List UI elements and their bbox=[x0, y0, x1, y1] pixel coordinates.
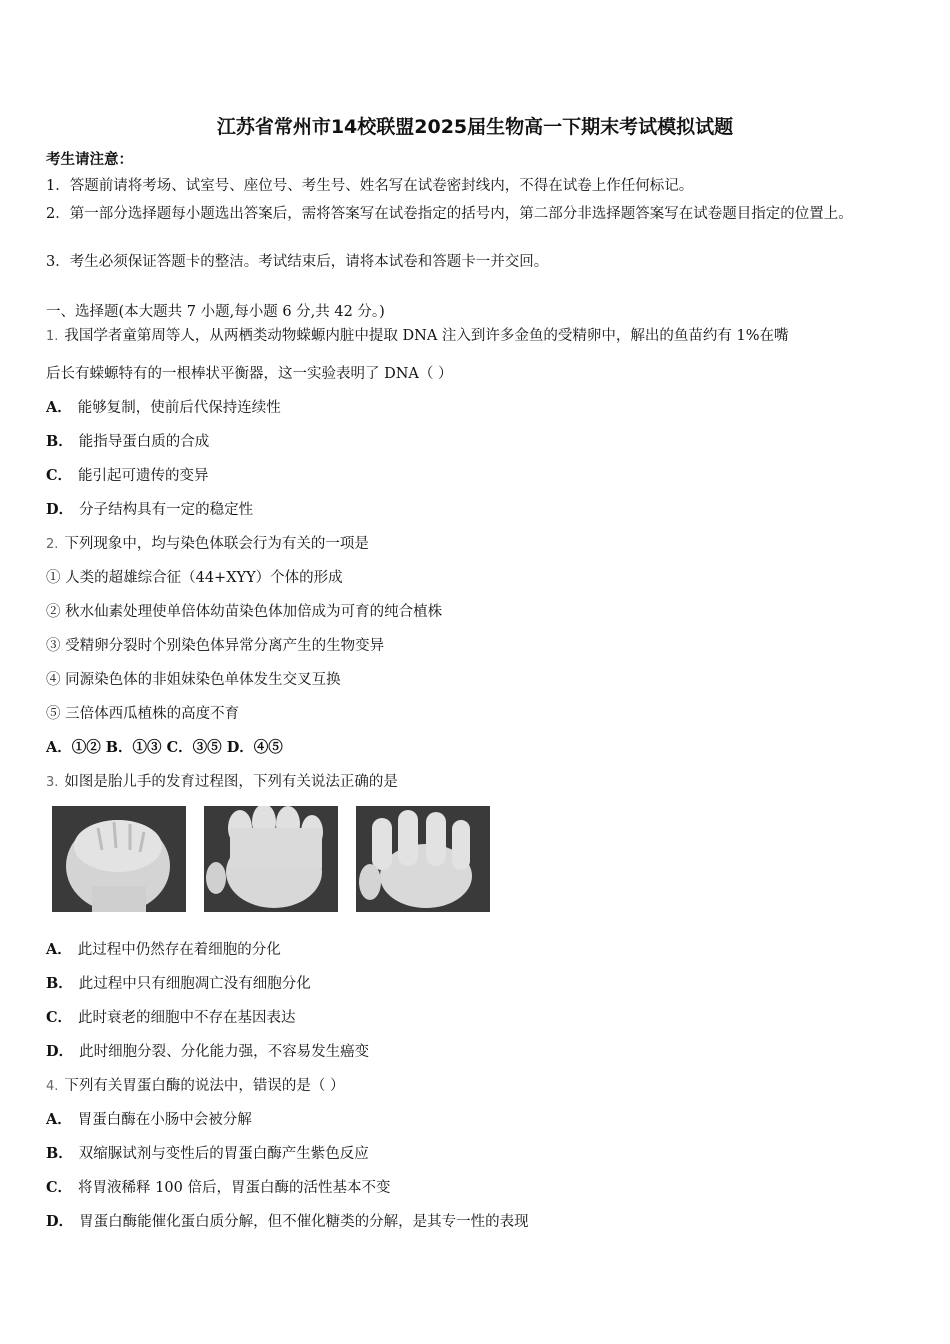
question-number: 2. bbox=[46, 537, 59, 552]
question-2-stem bbox=[46, 534, 369, 555]
option-c bbox=[46, 1178, 390, 1198]
notice-item: 3．考生必须保证答题卡的整洁。考试结束后，请将本试卷和答题卡一并交回。 bbox=[46, 254, 549, 270]
option-label: A． bbox=[46, 1111, 72, 1128]
option-d bbox=[46, 1042, 369, 1062]
question-text: 下列现象中，均与染色体联会行为有关的一项是 bbox=[64, 536, 369, 552]
option-label: B． bbox=[46, 433, 73, 450]
statement-item: ③ 受精卵分裂时个别染色体异常分离产生的生物变异 bbox=[46, 638, 385, 654]
option-label: C． bbox=[46, 1009, 73, 1026]
notice-heading: 考生请注意： bbox=[46, 151, 133, 168]
question-1-stem-cont: 后长有蝾螈特有的一根棒状平衡器，这一实验表明了 DNA（ ） bbox=[46, 366, 453, 382]
option-text: 胃蛋白酶在小肠中会被分解 bbox=[77, 1112, 252, 1128]
notice-item: 2．第一部分选择题每小题选出答案后，需将答案写在试卷指定的括号内，第二部分非选择题答案写在试卷题目指定的位置上。 bbox=[46, 206, 853, 222]
option-label: B． bbox=[46, 1145, 73, 1162]
option-text: 胃蛋白酶能催化蛋白质分解，但不催化糖类的分解，是其专一性的表现 bbox=[79, 1214, 529, 1230]
option-a bbox=[46, 940, 281, 960]
option-text: 分子结构具有一定的稳定性 bbox=[79, 502, 254, 518]
option-label: D． bbox=[46, 1213, 74, 1230]
question-number: 4. bbox=[46, 1079, 59, 1094]
option-c bbox=[46, 1008, 296, 1028]
option-d bbox=[46, 500, 253, 520]
answer-options-line: A．①② B．①③ C．③⑤ D．④⑤ bbox=[46, 739, 283, 756]
option-label: B． bbox=[46, 975, 73, 992]
option-label: D． bbox=[46, 501, 74, 518]
question-4-stem bbox=[46, 1076, 345, 1097]
question-text: 如图是胎儿手的发育过程图，下列有关说法正确的是 bbox=[64, 774, 398, 790]
option-a bbox=[46, 398, 281, 418]
section-heading: 一、选择题(本大题共 7 小题,每小题 6 分,共 42 分。) bbox=[46, 304, 385, 320]
option-text: 能够复制，使前后代保持连续性 bbox=[77, 400, 281, 416]
question-number: 3. bbox=[46, 775, 59, 790]
option-label: A． bbox=[46, 941, 72, 958]
question-number: 1. bbox=[46, 329, 59, 344]
question-text: 我国学者童第周等人，从两栖类动物蝾螈内脏中提取 DNA 注入到许多金鱼的受精卵中，解出的鱼苗约有 1%在嘴 bbox=[64, 328, 789, 344]
option-c bbox=[46, 466, 209, 486]
option-text: 此过程中仍然存在着细胞的分化 bbox=[77, 942, 281, 958]
option-text: 双缩脲试剂与变性后的胃蛋白酶产生紫色反应 bbox=[78, 1146, 369, 1162]
option-text: 此过程中只有细胞凋亡没有细胞分化 bbox=[78, 976, 311, 992]
option-b bbox=[46, 974, 311, 994]
statement-item: ② 秋水仙素处理使单倍体幼苗染色体加倍成为可育的纯合植株 bbox=[46, 604, 443, 620]
page-title: 江苏省常州市14校联盟2025届生物高一下期末考试模拟试题 bbox=[216, 116, 734, 138]
hand-stage-1-image bbox=[52, 806, 186, 912]
option-label: D． bbox=[46, 1043, 74, 1060]
option-text: 能指导蛋白质的合成 bbox=[78, 434, 210, 450]
hand-stage-2-image bbox=[204, 806, 338, 912]
option-d bbox=[46, 1212, 529, 1232]
statement-item: ⑤ 三倍体西瓜植株的高度不育 bbox=[46, 706, 240, 722]
option-text: 此时衰老的细胞中不存在基因表达 bbox=[78, 1010, 296, 1026]
option-label: C． bbox=[46, 467, 73, 484]
hand-stage-3-image bbox=[356, 806, 490, 912]
statement-item: ① 人类的超雄综合征（44+XYY）个体的形成 bbox=[46, 570, 343, 586]
option-label: C． bbox=[46, 1179, 73, 1196]
option-text: 此时细胞分裂、分化能力强，不容易发生癌变 bbox=[79, 1044, 370, 1060]
option-a bbox=[46, 1110, 252, 1130]
statement-item: ④ 同源染色体的非姐妹染色单体发生交叉互换 bbox=[46, 672, 341, 688]
hand-development-figure bbox=[52, 806, 490, 912]
question-text: 下列有关胃蛋白酶的说法中，错误的是（ ） bbox=[64, 1078, 345, 1094]
option-b bbox=[46, 1144, 369, 1164]
option-b bbox=[46, 432, 209, 452]
notice-item: 1．答题前请将考场、试室号、座位号、考生号、姓名写在试卷密封线内，不得在试卷上作任何标记。 bbox=[46, 178, 694, 194]
option-text: 将胃液稀释 100 倍后，胃蛋白酶的活性基本不变 bbox=[78, 1180, 391, 1196]
option-text: 能引起可遗传的变异 bbox=[78, 468, 209, 484]
question-3-stem bbox=[46, 772, 398, 793]
question-1-stem bbox=[46, 326, 789, 347]
option-label: A． bbox=[46, 399, 72, 416]
